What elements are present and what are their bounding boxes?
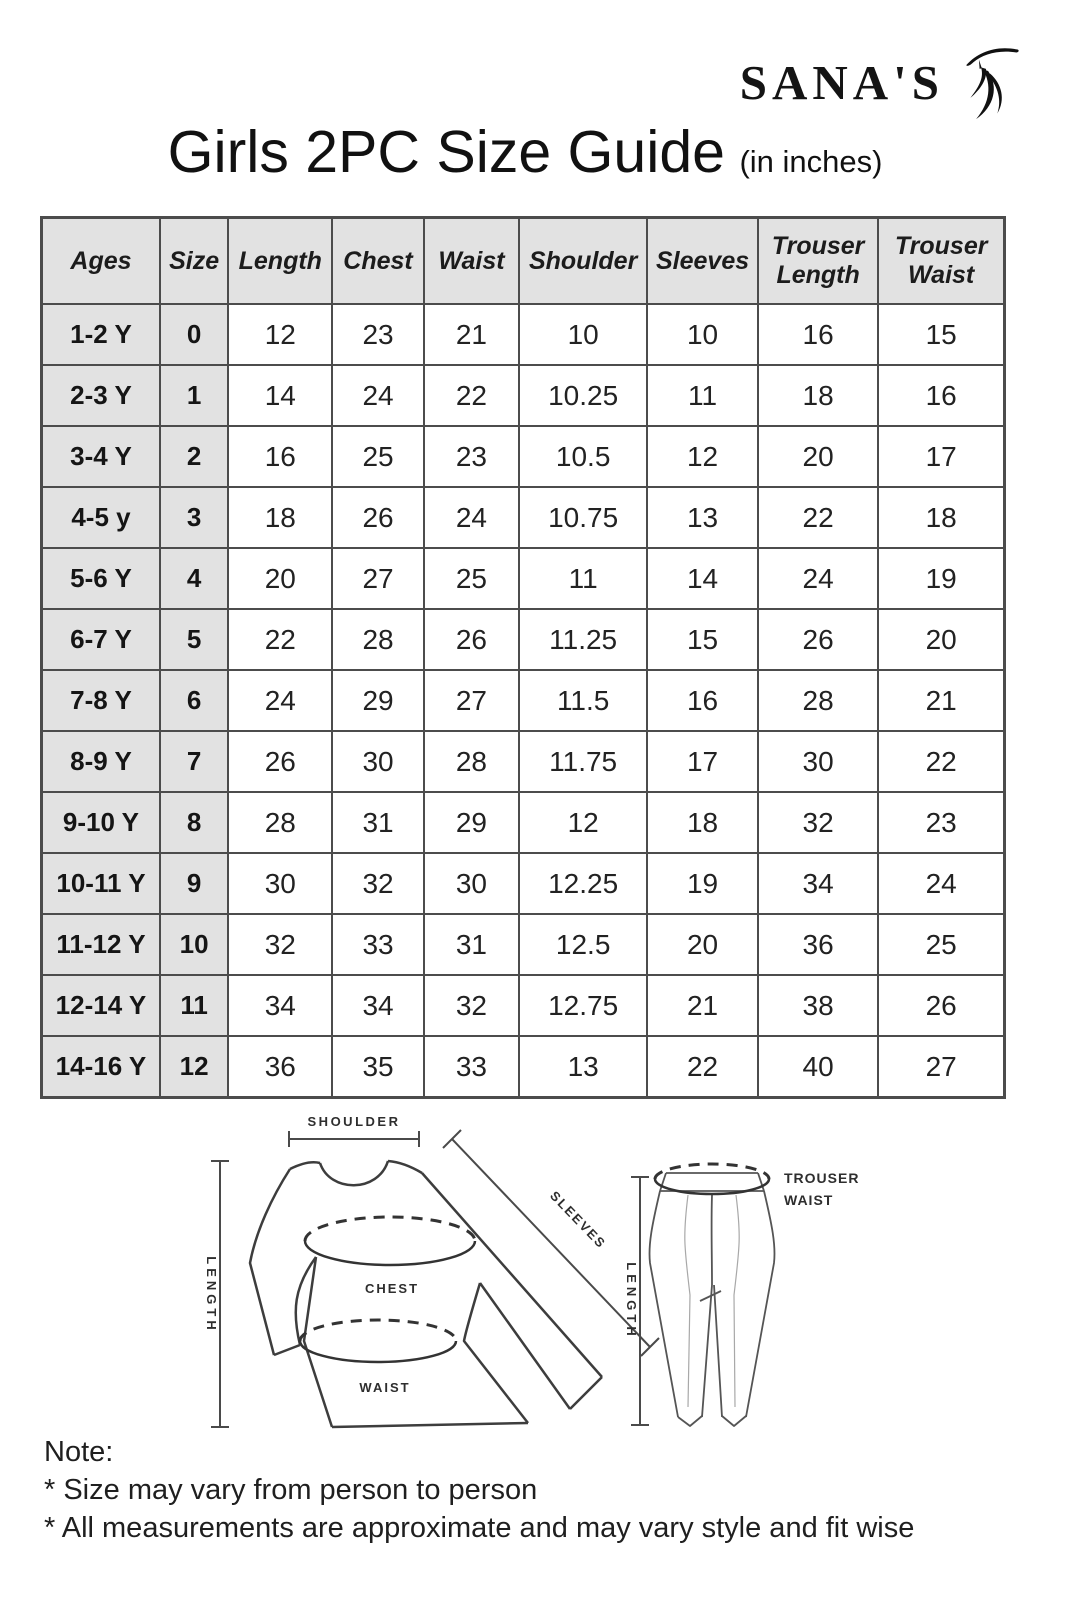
trouser-waist-label-line2: WAIST xyxy=(784,1192,834,1208)
age-cell: 11-12 Y xyxy=(42,914,160,975)
measurement-cell: 34 xyxy=(758,853,878,914)
size-cell: 5 xyxy=(160,609,228,670)
measurement-cell: 24 xyxy=(332,365,423,426)
col-header-sleeves: Sleeves xyxy=(647,218,758,305)
measurement-cell: 32 xyxy=(758,792,878,853)
measurement-cell: 31 xyxy=(424,914,519,975)
shoulder-label: SHOULDER xyxy=(307,1114,401,1129)
table-row xyxy=(42,670,1005,731)
measurement-cell: 36 xyxy=(228,1036,332,1098)
size-cell: 11 xyxy=(160,975,228,1036)
brand-name: SANA'S xyxy=(739,55,944,110)
measurement-cell: 33 xyxy=(424,1036,519,1098)
measurement-cell: 26 xyxy=(878,975,1004,1036)
measurement-cell: 14 xyxy=(228,365,332,426)
measurement-cell: 26 xyxy=(332,487,423,548)
measurement-cell: 22 xyxy=(424,365,519,426)
measurement-cell: 17 xyxy=(647,731,758,792)
measurement-cell: 19 xyxy=(878,548,1004,609)
measurement-cell: 16 xyxy=(878,365,1004,426)
note-item: * Size may vary from person to person xyxy=(44,1474,538,1506)
measurement-cell: 18 xyxy=(878,487,1004,548)
trouser-length-label: LENGTH xyxy=(624,1262,639,1340)
table-row xyxy=(42,731,1005,792)
table-row xyxy=(42,365,1005,426)
table-row xyxy=(42,1036,1005,1098)
measurement-cell: 16 xyxy=(758,304,878,365)
measurement-cell: 20 xyxy=(758,426,878,487)
measurement-cell: 16 xyxy=(647,670,758,731)
header-row xyxy=(42,218,1005,305)
measurement-cell: 26 xyxy=(424,609,519,670)
table-row xyxy=(42,487,1005,548)
measurement-cell: 23 xyxy=(878,792,1004,853)
measurement-cell: 20 xyxy=(228,548,332,609)
size-cell: 0 xyxy=(160,304,228,365)
measurement-cell: 10.5 xyxy=(519,426,647,487)
col-header-shoulder: Shoulder xyxy=(519,218,647,305)
notes-section xyxy=(44,1438,914,1552)
shirt-waist-label: WAIST xyxy=(359,1380,411,1395)
measurement-cell: 27 xyxy=(332,548,423,609)
shirt-waist-measure-ellipse-bottom xyxy=(300,1341,456,1362)
measurement-cell: 32 xyxy=(228,914,332,975)
measurement-cell: 12.25 xyxy=(519,853,647,914)
measurement-cell: 15 xyxy=(647,609,758,670)
measurement-cell: 11 xyxy=(647,365,758,426)
measurement-cell: 16 xyxy=(228,426,332,487)
measurement-cell: 29 xyxy=(424,792,519,853)
measurement-cell: 12.5 xyxy=(519,914,647,975)
measurement-cell: 25 xyxy=(878,914,1004,975)
measurement-cell: 36 xyxy=(758,914,878,975)
measurement-cell: 27 xyxy=(424,670,519,731)
measurement-cell: 28 xyxy=(424,731,519,792)
measurement-cell: 40 xyxy=(758,1036,878,1098)
age-cell: 7-8 Y xyxy=(42,670,160,731)
size-cell: 6 xyxy=(160,670,228,731)
measurement-cell: 33 xyxy=(332,914,423,975)
measurement-cell: 11.25 xyxy=(519,609,647,670)
col-header-trouser-length: Trouser Length xyxy=(758,218,878,305)
measurement-cell: 12 xyxy=(647,426,758,487)
measurement-cell: 12.75 xyxy=(519,975,647,1036)
measurement-cell: 34 xyxy=(228,975,332,1036)
table-row xyxy=(42,914,1005,975)
trouser-waist-measure-ellipse xyxy=(655,1164,769,1179)
note-item: * All measurements are approximate and may vary style and fit wise xyxy=(44,1512,915,1544)
measurement-cell: 18 xyxy=(228,487,332,548)
measurement-cell: 24 xyxy=(424,487,519,548)
size-cell: 4 xyxy=(160,548,228,609)
measurement-cell: 38 xyxy=(758,975,878,1036)
measurement-cell: 30 xyxy=(424,853,519,914)
measurement-cell: 20 xyxy=(878,609,1004,670)
size-cell: 3 xyxy=(160,487,228,548)
measurement-cell: 19 xyxy=(647,853,758,914)
measurement-cell: 32 xyxy=(424,975,519,1036)
shirt-waist-measure-ellipse xyxy=(300,1320,456,1341)
size-guide-table xyxy=(40,216,1006,1099)
measurement-cell: 18 xyxy=(647,792,758,853)
measurement-cell: 13 xyxy=(519,1036,647,1098)
measurement-cell: 31 xyxy=(332,792,423,853)
shirt-length-label: LENGTH xyxy=(204,1256,219,1334)
col-header-ages: Ages xyxy=(42,218,160,305)
shoulder-measure-line xyxy=(289,1131,419,1147)
measurement-cell: 26 xyxy=(228,731,332,792)
measurement-cell: 10 xyxy=(519,304,647,365)
measurement-cell: 30 xyxy=(758,731,878,792)
size-cell: 2 xyxy=(160,426,228,487)
measurement-cell: 28 xyxy=(758,670,878,731)
measurement-cell: 10.25 xyxy=(519,365,647,426)
measurement-cell: 26 xyxy=(758,609,878,670)
measurement-cell: 24 xyxy=(228,670,332,731)
table-row xyxy=(42,548,1005,609)
chest-label: CHEST xyxy=(364,1281,420,1296)
size-cell: 1 xyxy=(160,365,228,426)
measurement-cell: 11 xyxy=(519,548,647,609)
size-cell: 8 xyxy=(160,792,228,853)
table-row xyxy=(42,609,1005,670)
shirt-outline xyxy=(250,1161,602,1427)
measurement-cell: 24 xyxy=(758,548,878,609)
size-guide-table-wrap xyxy=(40,216,1006,1099)
col-header-chest: Chest xyxy=(332,218,423,305)
measurement-cell: 13 xyxy=(647,487,758,548)
measurement-cell: 28 xyxy=(332,609,423,670)
age-cell: 6-7 Y xyxy=(42,609,160,670)
measurement-cell: 20 xyxy=(647,914,758,975)
measurement-cell: 17 xyxy=(878,426,1004,487)
measurement-cell: 22 xyxy=(878,731,1004,792)
age-cell: 12-14 Y xyxy=(42,975,160,1036)
page-title-main: Girls 2PC Size Guide xyxy=(167,119,725,185)
measurement-diagram xyxy=(40,1095,1040,1445)
brand-logo xyxy=(740,50,1022,122)
col-header-size: Size xyxy=(160,218,228,305)
table-row xyxy=(42,792,1005,853)
flowing-dress-figure-icon xyxy=(950,44,1022,122)
trouser-waist-label-line1: TROUSER xyxy=(784,1170,860,1186)
age-cell: 2-3 Y xyxy=(42,365,160,426)
chest-measure-ellipse-bottom xyxy=(305,1241,475,1265)
size-cell: 10 xyxy=(160,914,228,975)
measurement-cell: 21 xyxy=(647,975,758,1036)
measurement-cell: 11.75 xyxy=(519,731,647,792)
table-row xyxy=(42,853,1005,914)
notes-heading: Note: xyxy=(44,1436,114,1468)
size-table-body xyxy=(42,304,1005,1098)
measurement-cell: 30 xyxy=(228,853,332,914)
age-cell: 3-4 Y xyxy=(42,426,160,487)
measurement-cell: 25 xyxy=(332,426,423,487)
measurement-cell: 23 xyxy=(332,304,423,365)
table-row xyxy=(42,426,1005,487)
size-cell: 9 xyxy=(160,853,228,914)
age-cell: 5-6 Y xyxy=(42,548,160,609)
age-cell: 1-2 Y xyxy=(42,304,160,365)
age-cell: 4-5 y xyxy=(42,487,160,548)
measurement-cell: 32 xyxy=(332,853,423,914)
table-row xyxy=(42,975,1005,1036)
measurement-cell: 15 xyxy=(878,304,1004,365)
measurement-cell: 22 xyxy=(647,1036,758,1098)
measurement-cell: 29 xyxy=(332,670,423,731)
trouser-outline xyxy=(649,1173,774,1426)
measurement-cell: 14 xyxy=(647,548,758,609)
measurement-cell: 12 xyxy=(228,304,332,365)
measurement-cell: 12 xyxy=(519,792,647,853)
age-cell: 14-16 Y xyxy=(42,1036,160,1098)
measurement-cell: 25 xyxy=(424,548,519,609)
measurement-cell: 21 xyxy=(424,304,519,365)
measurement-cell: 10 xyxy=(647,304,758,365)
measurement-cell: 11.5 xyxy=(519,670,647,731)
age-cell: 8-9 Y xyxy=(42,731,160,792)
age-cell: 10-11 Y xyxy=(42,853,160,914)
measurement-cell: 21 xyxy=(878,670,1004,731)
measurement-cell: 10.75 xyxy=(519,487,647,548)
table-row xyxy=(42,304,1005,365)
page-title xyxy=(0,118,1050,186)
measurement-cell: 34 xyxy=(332,975,423,1036)
measurement-cell: 30 xyxy=(332,731,423,792)
col-header-trouser-waist: Trouser Waist xyxy=(878,218,1004,305)
page-title-units: (in inches) xyxy=(739,144,883,179)
col-header-waist: Waist xyxy=(424,218,519,305)
measurement-cell: 28 xyxy=(228,792,332,853)
measurement-cell: 22 xyxy=(758,487,878,548)
measurement-cell: 22 xyxy=(228,609,332,670)
size-cell: 7 xyxy=(160,731,228,792)
measurement-cell: 35 xyxy=(332,1036,423,1098)
sleeves-label: SLEEVES xyxy=(547,1188,610,1252)
col-header-length: Length xyxy=(228,218,332,305)
measurement-cell: 27 xyxy=(878,1036,1004,1098)
measurement-cell: 24 xyxy=(878,853,1004,914)
size-cell: 12 xyxy=(160,1036,228,1098)
measurement-cell: 18 xyxy=(758,365,878,426)
age-cell: 9-10 Y xyxy=(42,792,160,853)
measurement-cell: 23 xyxy=(424,426,519,487)
chest-measure-ellipse xyxy=(305,1217,475,1241)
